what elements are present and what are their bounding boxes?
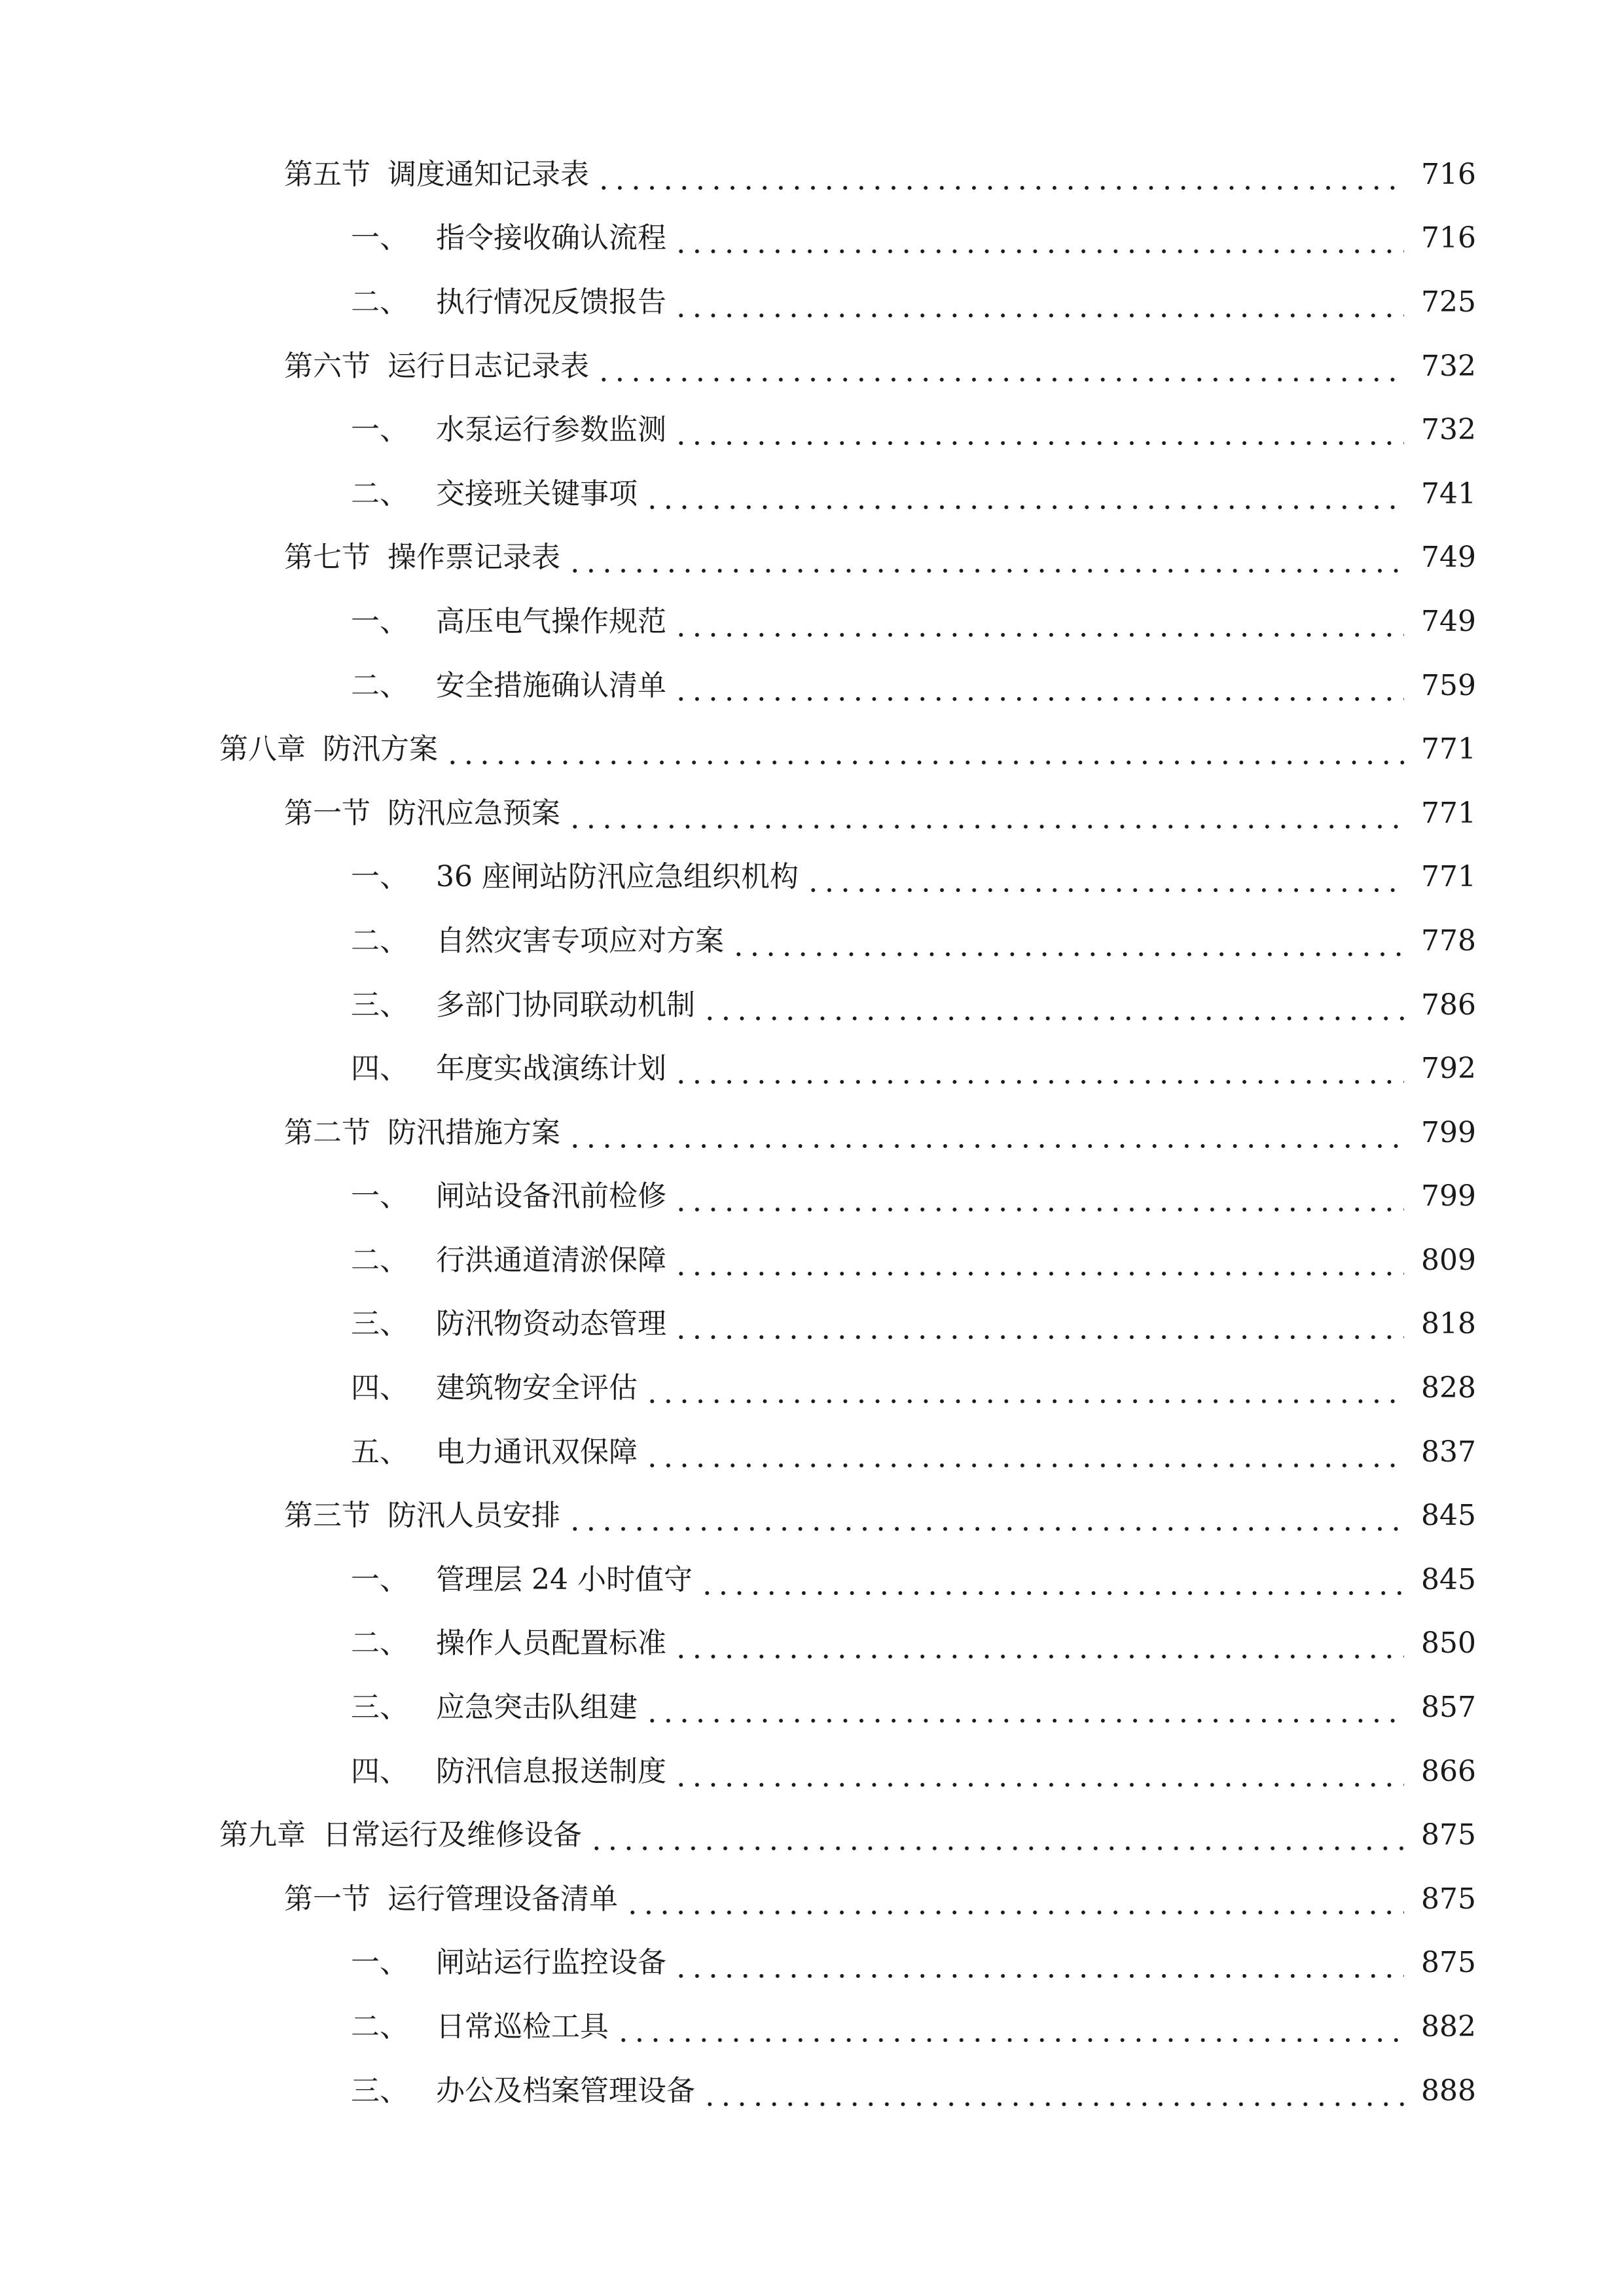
toc-dot-leader <box>673 410 1404 450</box>
toc-entry-9[interactable] <box>0 654 1624 718</box>
toc-entry-number: 二、 <box>351 476 408 511</box>
toc-entry-title: 操作票记录表 <box>388 541 560 575</box>
toc-entry-27[interactable] <box>0 1803 1624 1867</box>
toc-entry-17[interactable] <box>0 1165 1624 1229</box>
toc-entry-number: 四、 <box>351 1371 408 1405</box>
toc-entry-number: 第三节 <box>284 1499 370 1533</box>
toc-entry-page-number: 741 <box>1421 476 1476 511</box>
toc-entry-31[interactable] <box>0 2059 1624 2123</box>
toc-entry-title: 调度通知记录表 <box>388 157 589 191</box>
toc-entry-number: 第七节 <box>284 541 370 575</box>
toc-entry-page-number: 749 <box>1421 541 1476 575</box>
toc-entry-title: 年度实战演练计划 <box>436 1052 666 1086</box>
toc-entry-title: 自然灾害专项应对方案 <box>436 924 724 958</box>
toc-entry-21[interactable] <box>0 1420 1624 1484</box>
toc-dot-leader <box>444 730 1404 769</box>
toc-entry-number: 一、 <box>351 221 408 255</box>
toc-entry-number: 二、 <box>351 285 408 319</box>
toc-dot-leader <box>673 602 1404 641</box>
toc-entry-page-number: 875 <box>1421 1818 1476 1852</box>
toc-entry-number: 第八章 <box>219 732 306 766</box>
toc-entry-title: 建筑物安全评估 <box>436 1371 638 1405</box>
toc-entry-number: 第一节 <box>284 1882 370 1916</box>
toc-entry-number: 第六节 <box>284 349 370 383</box>
toc-entry-19[interactable] <box>0 1293 1624 1357</box>
toc-entry-15[interactable] <box>0 1037 1624 1101</box>
toc-entry-title: 防汛应急预案 <box>388 796 560 830</box>
toc-entry-title: 防汛物资动态管理 <box>436 1307 666 1341</box>
toc-entry-title: 日常巡检工具 <box>436 2010 609 2044</box>
toc-entry-title: 防汛人员安排 <box>388 1499 560 1533</box>
toc-entry-number: 一、 <box>351 1179 408 1213</box>
toc-entry-page-number: 857 <box>1421 1691 1476 1725</box>
toc-entry-title: 高压电气操作规范 <box>436 604 666 638</box>
toc-dot-leader <box>615 2007 1404 2047</box>
toc-entry-title: 水泵运行参数监测 <box>436 413 666 447</box>
toc-dot-leader <box>567 1113 1404 1153</box>
toc-entry-number: 二、 <box>351 668 408 702</box>
toc-entry-20[interactable] <box>0 1356 1624 1420</box>
toc-entry-number: 四、 <box>351 1052 408 1086</box>
toc-entry-22[interactable] <box>0 1484 1624 1548</box>
toc-entry-page-number: 786 <box>1421 988 1476 1022</box>
toc-entry-page-number: 799 <box>1421 1115 1476 1149</box>
toc-entry-title: 执行情况反馈报告 <box>436 285 666 319</box>
toc-entry-number: 第九章 <box>219 1818 306 1852</box>
toc-entry-page-number: 771 <box>1421 732 1476 766</box>
toc-entry-title: 办公及档案管理设备 <box>436 2073 695 2108</box>
toc-dot-leader <box>702 2072 1404 2111</box>
toc-dot-leader <box>673 283 1404 322</box>
toc-entry-title: 电力通讯双保障 <box>436 1435 638 1469</box>
toc-dot-leader <box>588 1816 1404 1855</box>
toc-entry-page-number: 716 <box>1421 157 1476 191</box>
toc-entry-page-number: 732 <box>1421 413 1476 447</box>
toc-entry-title: 安全措施确认清单 <box>436 668 666 702</box>
toc-entry-number: 四、 <box>351 1754 408 1788</box>
toc-dot-leader <box>702 986 1404 1025</box>
toc-entry-29[interactable] <box>0 1931 1624 1996</box>
toc-dot-leader <box>673 1304 1404 1344</box>
toc-entry-number: 三、 <box>351 2073 408 2108</box>
toc-entry-4[interactable] <box>0 334 1624 399</box>
toc-entry-page-number: 749 <box>1421 604 1476 638</box>
toc-entry-number: 一、 <box>351 1562 408 1596</box>
toc-dot-leader <box>673 1241 1404 1280</box>
toc-dot-leader <box>644 1433 1404 1472</box>
toc-entry-page-number: 809 <box>1421 1243 1476 1277</box>
toc-dot-leader <box>567 794 1404 833</box>
toc-entry-page-number: 888 <box>1421 2073 1476 2108</box>
toc-entry-page-number: 759 <box>1421 668 1476 702</box>
toc-entry-23[interactable] <box>0 1548 1624 1612</box>
toc-dot-leader <box>805 857 1404 897</box>
toc-entry-title: 闸站运行监控设备 <box>436 1946 666 1980</box>
toc-entry-page-number: 866 <box>1421 1754 1476 1788</box>
toc-entry-page-number: 778 <box>1421 924 1476 958</box>
toc-entry-2[interactable] <box>0 207 1624 271</box>
toc-entry-26[interactable] <box>0 1740 1624 1804</box>
toc-entry-number: 二、 <box>351 1626 408 1660</box>
toc-entry-title: 指令接收确认流程 <box>436 221 666 255</box>
toc-entry-page-number: 799 <box>1421 1179 1476 1213</box>
toc-entry-6[interactable] <box>0 462 1624 526</box>
toc-entry-8[interactable] <box>0 590 1624 654</box>
toc-entry-18[interactable] <box>0 1229 1624 1293</box>
toc-entry-title: 交接班关键事项 <box>436 476 638 511</box>
toc-dot-leader <box>644 1369 1404 1408</box>
toc-entry-page-number: 850 <box>1421 1626 1476 1660</box>
toc-entry-7[interactable] <box>0 526 1624 590</box>
toc-entry-title: 36 座闸站防汛应急组织机构 <box>436 860 799 894</box>
toc-entry-16[interactable] <box>0 1101 1624 1165</box>
toc-entry-12[interactable] <box>0 846 1624 910</box>
toc-entry-page-number: 875 <box>1421 1946 1476 1980</box>
toc-entry-title: 运行日志记录表 <box>388 349 589 383</box>
toc-entry-page-number: 845 <box>1421 1562 1476 1596</box>
toc-entry-title: 多部门协同联动机制 <box>436 988 695 1022</box>
toc-entry-title: 操作人员配置标准 <box>436 1626 666 1660</box>
toc-entry-page-number: 771 <box>1421 796 1476 830</box>
toc-entry-title: 防汛措施方案 <box>388 1115 560 1149</box>
toc-dot-leader <box>673 666 1404 706</box>
toc-entry-page-number: 732 <box>1421 349 1476 383</box>
toc-entry-title: 管理层 24 小时值守 <box>436 1562 693 1596</box>
toc-entry-28[interactable] <box>0 1867 1624 1931</box>
toc-dot-leader <box>596 155 1404 194</box>
toc-entry-title: 日常运行及维修设备 <box>323 1818 582 1852</box>
toc-entry-title: 防汛方案 <box>323 732 438 766</box>
toc-entry-page-number: 837 <box>1421 1435 1476 1469</box>
toc-dot-leader <box>673 1177 1404 1216</box>
toc-dot-leader <box>673 1624 1404 1663</box>
toc-dot-leader <box>567 1496 1404 1535</box>
toc-entry-title: 运行管理设备清单 <box>388 1882 618 1916</box>
toc-entry-10[interactable] <box>0 717 1624 781</box>
toc-entry-number: 五、 <box>351 1435 408 1469</box>
toc-dot-leader <box>644 1688 1404 1727</box>
toc-dot-leader <box>673 1752 1404 1791</box>
toc-entry-number: 第二节 <box>284 1115 370 1149</box>
toc-dot-leader <box>596 347 1404 386</box>
toc-entry-page-number: 828 <box>1421 1371 1476 1405</box>
toc-dot-leader <box>673 219 1404 258</box>
toc-entry-number: 三、 <box>351 988 408 1022</box>
toc-entry-page-number: 725 <box>1421 285 1476 319</box>
toc-entry-page-number: 818 <box>1421 1307 1476 1341</box>
toc-entry-number: 一、 <box>351 1946 408 1980</box>
toc-entry-30[interactable] <box>0 1995 1624 2059</box>
toc-entry-page-number: 882 <box>1421 2010 1476 2044</box>
toc-entry-number: 一、 <box>351 604 408 638</box>
toc-entry-page-number: 845 <box>1421 1499 1476 1533</box>
toc-dot-leader <box>644 475 1404 514</box>
toc-entry-page-number: 792 <box>1421 1052 1476 1086</box>
toc-entry-24[interactable] <box>0 1612 1624 1676</box>
toc-entry-13[interactable] <box>0 909 1624 973</box>
toc-entry-title: 防汛信息报送制度 <box>436 1754 666 1788</box>
toc-entry-3[interactable] <box>0 270 1624 334</box>
toc-entry-1[interactable] <box>0 143 1624 207</box>
toc-entry-5[interactable] <box>0 398 1624 462</box>
toc-dot-leader <box>699 1560 1404 1600</box>
toc-dot-leader <box>624 1880 1404 1919</box>
toc-entry-number: 三、 <box>351 1691 408 1725</box>
toc-entry-title: 行洪通道清淤保障 <box>436 1243 666 1277</box>
toc-entry-page-number: 771 <box>1421 860 1476 894</box>
toc-dot-leader <box>673 1049 1404 1088</box>
toc-entry-number: 一、 <box>351 860 408 894</box>
toc-entry-number: 二、 <box>351 1243 408 1277</box>
toc-entry-number: 第五节 <box>284 157 370 191</box>
toc-entry-title: 闸站设备汛前检修 <box>436 1179 666 1213</box>
toc-entry-page-number: 716 <box>1421 221 1476 255</box>
toc-entry-25[interactable] <box>0 1676 1624 1740</box>
toc-dot-leader <box>731 922 1404 961</box>
toc-dot-leader <box>567 538 1404 577</box>
table-of-contents <box>0 143 1624 2123</box>
toc-entry-11[interactable] <box>0 781 1624 846</box>
toc-entry-14[interactable] <box>0 973 1624 1037</box>
toc-entry-page-number: 875 <box>1421 1882 1476 1916</box>
toc-entry-number: 二、 <box>351 924 408 958</box>
toc-entry-number: 第一节 <box>284 796 370 830</box>
toc-entry-number: 一、 <box>351 413 408 447</box>
toc-entry-number: 二、 <box>351 2010 408 2044</box>
toc-dot-leader <box>673 1943 1404 1982</box>
toc-entry-title: 应急突击队组建 <box>436 1691 638 1725</box>
toc-entry-number: 三、 <box>351 1307 408 1341</box>
